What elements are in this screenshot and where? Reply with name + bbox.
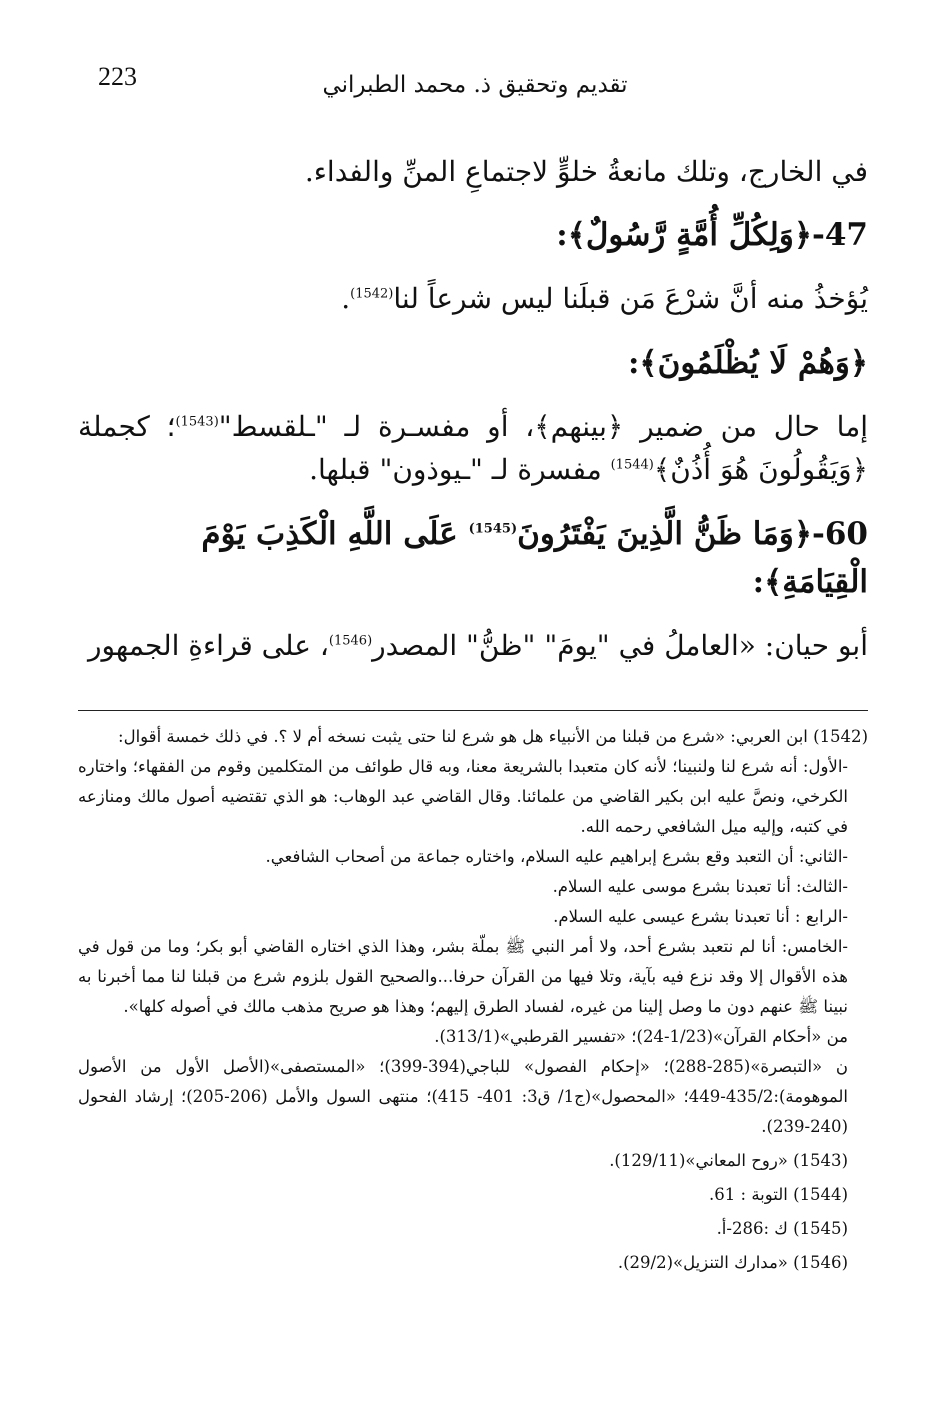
footnote-1545: (1545) ك :286-أ.: [716, 1219, 848, 1239]
paragraph-4-part-b: ، على قراءةِ الجمهور: [87, 628, 329, 662]
paragraph-3-part-c: مفسرة لـ "ـيوذون" قبلها.: [309, 453, 611, 487]
paragraph-3-part-a: إما حال من ضمير ﴿بينهم﴾، أو مفسـرة لـ "ـلقسط": [218, 409, 868, 443]
footnote-ref-1543[interactable]: (1543): [175, 414, 219, 430]
paragraph-4-part-a: أبو حيان: «العاملُ في "يومَ" "ظنُّ" المصدر: [372, 628, 868, 662]
footnote-1542-first: -الأول: أنه شرع لنا ولنبينا؛ لأنه كان متعبدا بالشريعة معنا، وبه قال طوائف من المتكلمين وقوم من الفقهاء؛ واختاره الكرخي، ونصَّ عليه ابن بكير القاضي من علمائنا. وقال القاضي عبد الوهاب: هو الذي تقتضيه أصول مالك ومنازعه في كتبه، وإليه ميل الشافعي رحمه الله.: [78, 757, 848, 837]
footnote-rule: [78, 710, 868, 711]
verse-heading-47: 47-﴿وَلِكُلِّ أُمَّةٍ رَّسُولٌ﴾:: [556, 217, 868, 254]
footnote-1543: (1543) «روح المعاني»(129/11).: [609, 1151, 848, 1171]
footnote-1542-intro: (1542) ابن العربي: «شرع من قبلنا من الأنبياء هل هو شرع لنا حتى يثبت نسخه أم لا ؟. في ذلك خمسة أقوال:: [118, 727, 868, 746]
running-head: تقديم وتحقيق ذ. محمد الطبراني: [322, 72, 628, 98]
verse-60-text: 60-﴿وَمَا ظَنُّ الَّذِينَ يَفْتَرُونَ: [517, 515, 868, 552]
paragraph-2-end: .: [341, 282, 351, 316]
paragraph-3: [78, 405, 868, 492]
footnote-1542-third: -الثالث: أنا تعبدنا بشرع موسى عليه السلام.: [552, 877, 848, 897]
footnote-1542-second: -الثاني: أن التعبد وقع بشرع إبراهيم عليه السلام، واختاره جماعة من أصحاب الشافعي.: [265, 847, 848, 867]
paragraph-3-part-b: ؛ كجملة ﴿وَيَقُولُونَ هُوَ أُذُنٌ﴾: [78, 409, 868, 487]
verse-60-end: عَلَى اللَّهِ الْكَذِبَ يَوْمَ الْقِيَامَةِ﴾:: [201, 515, 868, 600]
footnote-ref-1545[interactable]: (1545): [468, 521, 518, 537]
footnotes: [78, 722, 868, 1278]
footnote-1542-fourth: -الرابع : أنا تعبدنا بشرع عيسى عليه السلام.: [553, 907, 848, 927]
main-text: [78, 150, 868, 685]
footnote-1542-fifth: -الخامس: أنا لم نتعبد بشرع أحد، ولا أمر النبي ﷺ بملّة بشر، وهذا الذي اختاره القاضي أبو بكر؛ وما من قول في هذه الأقوال إلا وقد نزع فيه بآية، وتلا فيها من القرآن حرفا...والصحيح القول بلزوم شرع من قبلنا لنا مما أخبرنا به نبينا ﷺ عنهم دون ما وصل إلينا من غيره، لفساد الطرق إليهم؛ وهذا هو صريح مذهب مالك في أصوله كلها».: [78, 937, 848, 1017]
footnote-ref-1542[interactable]: (1542): [350, 287, 394, 303]
paragraph-1: في الخارج، وتلك مانعةُ خلوٍّ لاجتماعِ المنِّ والفداء.: [304, 155, 868, 188]
footnote-ref-1546[interactable]: (1546): [328, 633, 373, 649]
footnote-1542-source-1: من «أحكام القرآن»(1/23-24)؛ «تفسير القرطبي»(313/1).: [434, 1027, 848, 1047]
paragraph-4: [78, 624, 868, 667]
footnote-ref-1544[interactable]: (1544): [610, 457, 654, 473]
verse-heading-60: [78, 510, 868, 606]
paragraph-2: [78, 277, 868, 320]
page-number: 223: [98, 62, 137, 91]
footnote-1544: (1544) التوبة : 61.: [709, 1185, 848, 1205]
verse-heading-2: ﴿وَهُمْ لَا يُظْلَمُونَ﴾:: [627, 344, 868, 381]
paragraph-2-text: يُؤخذُ منه أنَّ شرْعَ مَن قبلَنا ليس شرعاً لنا: [393, 282, 868, 316]
footnote-1542-source-2: ن «التبصرة»(285-288)؛ «إحكام الفصول» للباجي(394-399)؛ «المستصفى»(الأصل الأول من الأصول الموهومة):435/2-449؛ «المحصول»(ج1/ ق3: 401- 415)؛ منتهى السول والأمل (206-205)؛ إرشاد الفحول (240-239).: [78, 1057, 849, 1137]
footnote-1546: (1546) «مدارك التنزيل»(29/2).: [617, 1253, 848, 1273]
